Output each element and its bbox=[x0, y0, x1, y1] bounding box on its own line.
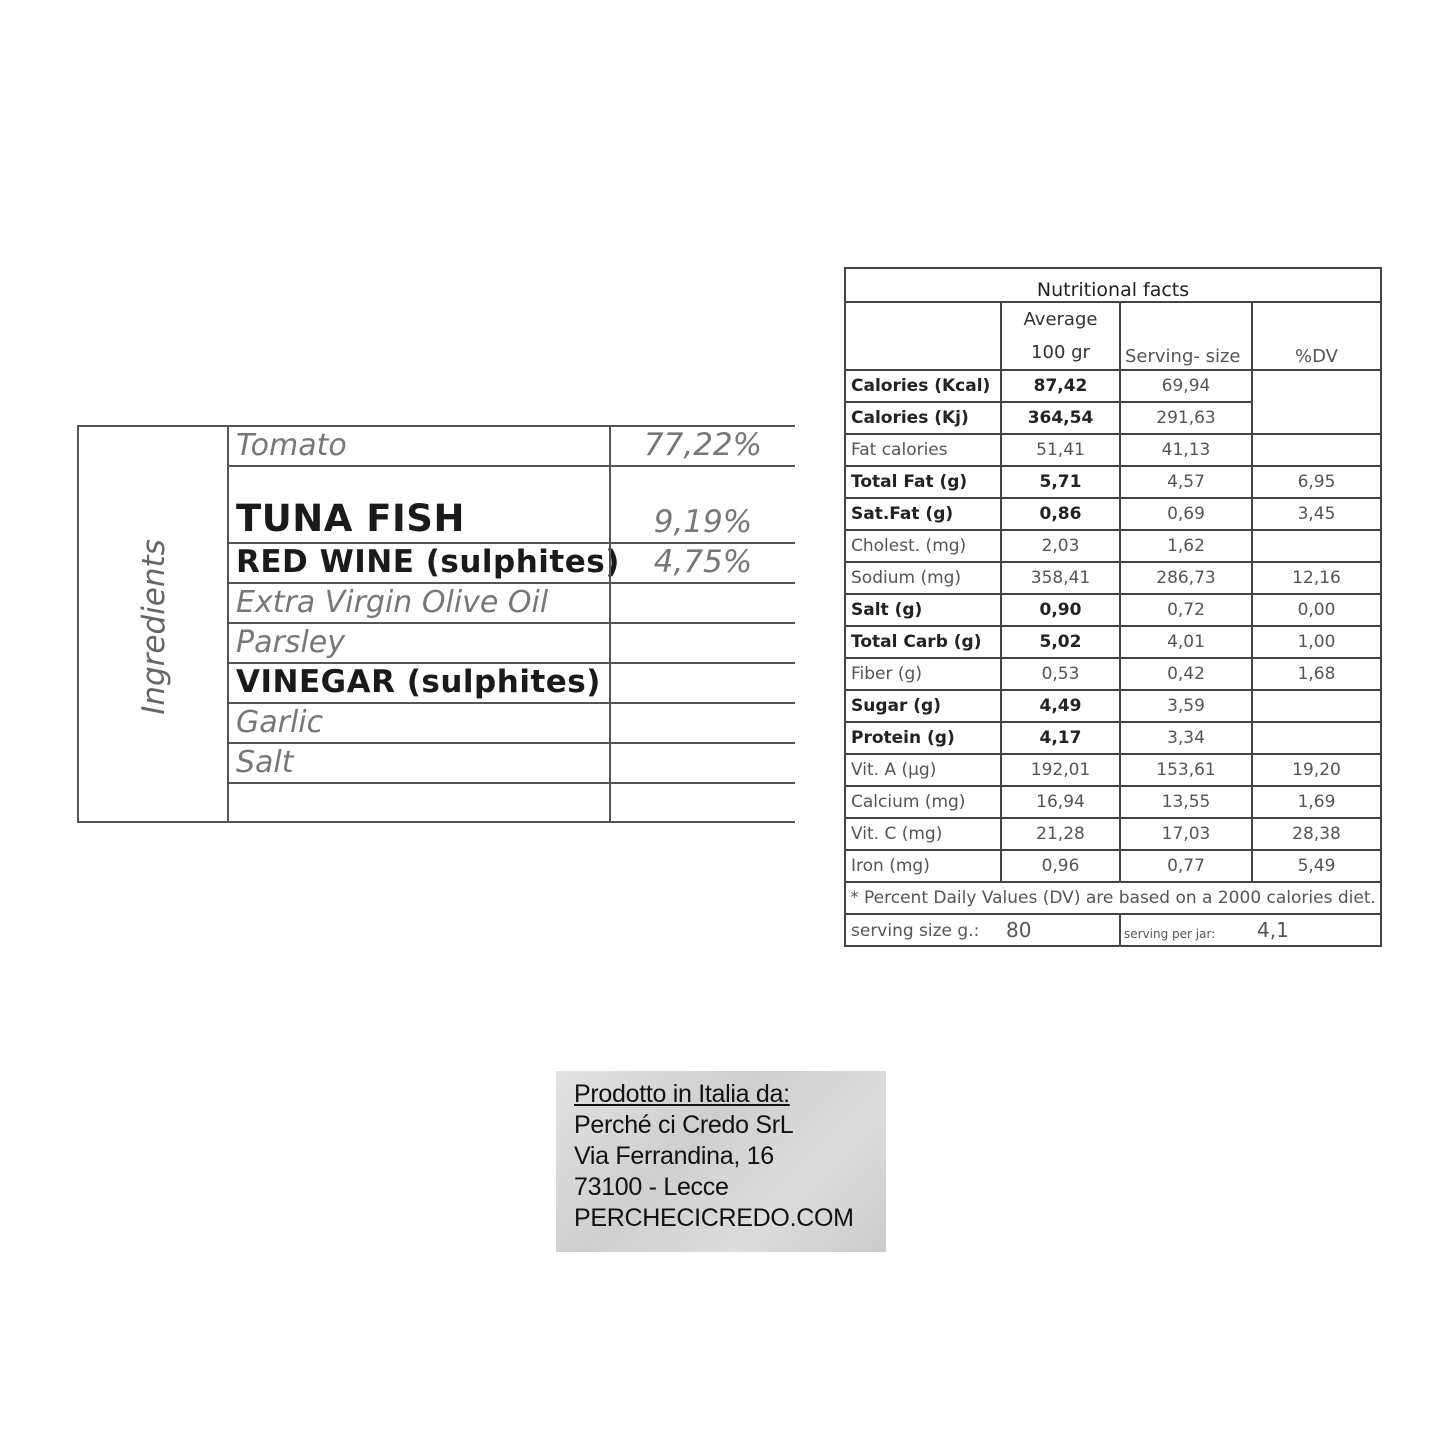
nutrient-dv: 28,38 bbox=[1252, 818, 1381, 850]
nutrient-serving: 17,03 bbox=[1120, 818, 1252, 850]
nutrient-serving: 3,34 bbox=[1120, 722, 1252, 754]
nutrient-dv bbox=[1252, 434, 1381, 466]
header-serving-size: Serving- size bbox=[1120, 302, 1252, 370]
nutrient-serving: 13,55 bbox=[1120, 786, 1252, 818]
nutrition-row bbox=[845, 530, 1381, 562]
ingredient-name: TUNA FISH bbox=[236, 497, 465, 540]
nutrient-dv bbox=[1252, 370, 1381, 434]
nutrient-serving: 69,94 bbox=[1120, 370, 1252, 402]
producer-city: 73100 - Lecce bbox=[574, 1173, 729, 1201]
nutrient-dv: 1,69 bbox=[1252, 786, 1381, 818]
nutrient-avg: 0,90 bbox=[1001, 594, 1120, 626]
nutrient-avg: 21,28 bbox=[1001, 818, 1120, 850]
nutrient-label: Total Carb (g) bbox=[845, 626, 1001, 658]
nutrition-title: Nutritional facts bbox=[845, 268, 1381, 302]
serving-size-label: serving size g.: bbox=[851, 921, 980, 941]
producer-website: PERCHECICREDO.COM bbox=[574, 1204, 854, 1232]
ingredients-side-cell bbox=[79, 427, 229, 821]
nutrient-label: Iron (mg) bbox=[845, 850, 1001, 882]
nutrient-serving: 4,01 bbox=[1120, 626, 1252, 658]
ingredient-name: VINEGAR (sulphites) bbox=[236, 664, 601, 700]
nutrient-label: Fiber (g) bbox=[845, 658, 1001, 690]
nutrient-serving: 1,62 bbox=[1120, 530, 1252, 562]
nutrition-row bbox=[845, 850, 1381, 882]
serving-per-jar-value: 4,1 bbox=[1257, 918, 1289, 942]
dv-footnote: * Percent Daily Values (DV) are based on a 2000 calories diet. bbox=[845, 882, 1381, 914]
nutrient-dv: 12,16 bbox=[1252, 562, 1381, 594]
nutrient-avg: 4,49 bbox=[1001, 690, 1120, 722]
nutrient-dv bbox=[1252, 690, 1381, 722]
ingredient-percent: 77,22% bbox=[643, 427, 763, 463]
nutrient-avg: 2,03 bbox=[1001, 530, 1120, 562]
nutrient-serving: 3,59 bbox=[1120, 690, 1252, 722]
ingredient-row-vinegar bbox=[229, 664, 795, 704]
nutrient-label: Total Fat (g) bbox=[845, 466, 1001, 498]
header-average-line2: 100 gr bbox=[1031, 342, 1090, 363]
ingredients-rows bbox=[229, 427, 795, 823]
ingredient-name: Tomato bbox=[236, 428, 347, 463]
nutrition-row bbox=[845, 658, 1381, 690]
header-average bbox=[1001, 302, 1120, 370]
nutrition-header-row bbox=[845, 302, 1381, 370]
nutrient-avg: 0,53 bbox=[1001, 658, 1120, 690]
ingredients-table bbox=[77, 425, 795, 823]
ingredient-row-tuna bbox=[229, 467, 795, 544]
ingredient-row-tomato bbox=[229, 427, 795, 467]
nutrient-dv: 0,00 bbox=[1252, 594, 1381, 626]
nutrition-row bbox=[845, 466, 1381, 498]
nutrient-avg: 16,94 bbox=[1001, 786, 1120, 818]
nutrient-label: Protein (g) bbox=[845, 722, 1001, 754]
nutrient-serving: 286,73 bbox=[1120, 562, 1252, 594]
nutrient-label: Calories (Kcal) bbox=[845, 370, 1001, 402]
producer-company: Perché ci Credo SrL bbox=[574, 1111, 794, 1139]
nutrient-avg: 0,86 bbox=[1001, 498, 1120, 530]
ingredient-row-parsley bbox=[229, 624, 795, 664]
nutrient-label: Vit. A (µg) bbox=[845, 754, 1001, 786]
nutrient-avg: 358,41 bbox=[1001, 562, 1120, 594]
nutrient-serving: 0,77 bbox=[1120, 850, 1252, 882]
header-dv: %DV bbox=[1252, 302, 1381, 370]
nutrient-dv: 19,20 bbox=[1252, 754, 1381, 786]
nutrient-avg: 364,54 bbox=[1001, 402, 1120, 434]
nutrition-row bbox=[845, 786, 1381, 818]
nutrient-serving: 0,42 bbox=[1120, 658, 1252, 690]
ingredient-name: Extra Virgin Olive Oil bbox=[236, 585, 549, 620]
nutrition-row bbox=[845, 690, 1381, 722]
producer-street: Via Ferrandina, 16 bbox=[574, 1142, 774, 1170]
nutrition-row bbox=[845, 562, 1381, 594]
nutrition-row bbox=[845, 434, 1381, 466]
nutrient-dv: 6,95 bbox=[1252, 466, 1381, 498]
ingredient-row-empty bbox=[229, 784, 795, 823]
header-average-line1: Average bbox=[1023, 309, 1098, 330]
nutrient-serving: 291,63 bbox=[1120, 402, 1252, 434]
nutrition-note-row bbox=[845, 882, 1381, 914]
nutrient-dv: 3,45 bbox=[1252, 498, 1381, 530]
ingredients-side-label: Ingredients bbox=[136, 539, 172, 715]
serving-per-jar-label: serving per jar: bbox=[1124, 927, 1216, 941]
nutrient-label: Salt (g) bbox=[845, 594, 1001, 626]
ingredient-name: RED WINE (sulphites) bbox=[236, 544, 620, 580]
nutrition-row bbox=[845, 594, 1381, 626]
nutrient-serving: 0,72 bbox=[1120, 594, 1252, 626]
producer-heading: Prodotto in Italia da: bbox=[574, 1080, 790, 1108]
nutrition-row bbox=[845, 370, 1381, 402]
producer-label bbox=[556, 1071, 886, 1252]
nutrient-label: Calories (Kj) bbox=[845, 402, 1001, 434]
nutrient-avg: 5,71 bbox=[1001, 466, 1120, 498]
ingredient-row-salt bbox=[229, 744, 795, 784]
ingredient-row-garlic bbox=[229, 704, 795, 744]
nutrient-avg: 51,41 bbox=[1001, 434, 1120, 466]
nutrient-avg: 5,02 bbox=[1001, 626, 1120, 658]
nutrient-serving: 153,61 bbox=[1120, 754, 1252, 786]
nutrient-dv bbox=[1252, 530, 1381, 562]
serving-size-cell bbox=[845, 914, 1120, 946]
nutrient-serving: 41,13 bbox=[1120, 434, 1252, 466]
nutrition-row bbox=[845, 754, 1381, 786]
nutrient-avg: 87,42 bbox=[1001, 370, 1120, 402]
nutrient-serving: 0,69 bbox=[1120, 498, 1252, 530]
nutrient-dv bbox=[1252, 722, 1381, 754]
serving-info-row bbox=[845, 914, 1381, 946]
nutrition-row bbox=[845, 818, 1381, 850]
nutrient-serving: 4,57 bbox=[1120, 466, 1252, 498]
nutrient-avg: 192,01 bbox=[1001, 754, 1120, 786]
header-empty-cell bbox=[845, 302, 1001, 370]
nutrient-dv: 5,49 bbox=[1252, 850, 1381, 882]
serving-per-jar-cell bbox=[1120, 914, 1381, 946]
nutrient-label: Cholest. (mg) bbox=[845, 530, 1001, 562]
ingredient-percent: 9,19% bbox=[653, 504, 753, 540]
nutrient-dv: 1,00 bbox=[1252, 626, 1381, 658]
nutrient-dv: 1,68 bbox=[1252, 658, 1381, 690]
nutrition-row bbox=[845, 722, 1381, 754]
nutrient-label: Sugar (g) bbox=[845, 690, 1001, 722]
nutrition-row bbox=[845, 498, 1381, 530]
ingredient-row-olive-oil bbox=[229, 584, 795, 624]
nutrient-label: Sat.Fat (g) bbox=[845, 498, 1001, 530]
ingredient-row-red-wine bbox=[229, 544, 795, 584]
nutrient-label: Fat calories bbox=[845, 434, 1001, 466]
ingredient-percent: 4,75% bbox=[653, 544, 753, 580]
nutrient-avg: 0,96 bbox=[1001, 850, 1120, 882]
nutrient-label: Sodium (mg) bbox=[845, 562, 1001, 594]
nutrient-label: Vit. C (mg) bbox=[845, 818, 1001, 850]
nutrition-facts-table bbox=[844, 267, 1382, 947]
ingredient-name: Garlic bbox=[236, 705, 324, 740]
serving-size-value: 80 bbox=[1006, 918, 1032, 942]
ingredient-name: Parsley bbox=[236, 625, 345, 660]
nutrition-row bbox=[845, 626, 1381, 658]
ingredient-name: Salt bbox=[236, 745, 294, 780]
nutrient-avg: 4,17 bbox=[1001, 722, 1120, 754]
nutrient-label: Calcium (mg) bbox=[845, 786, 1001, 818]
